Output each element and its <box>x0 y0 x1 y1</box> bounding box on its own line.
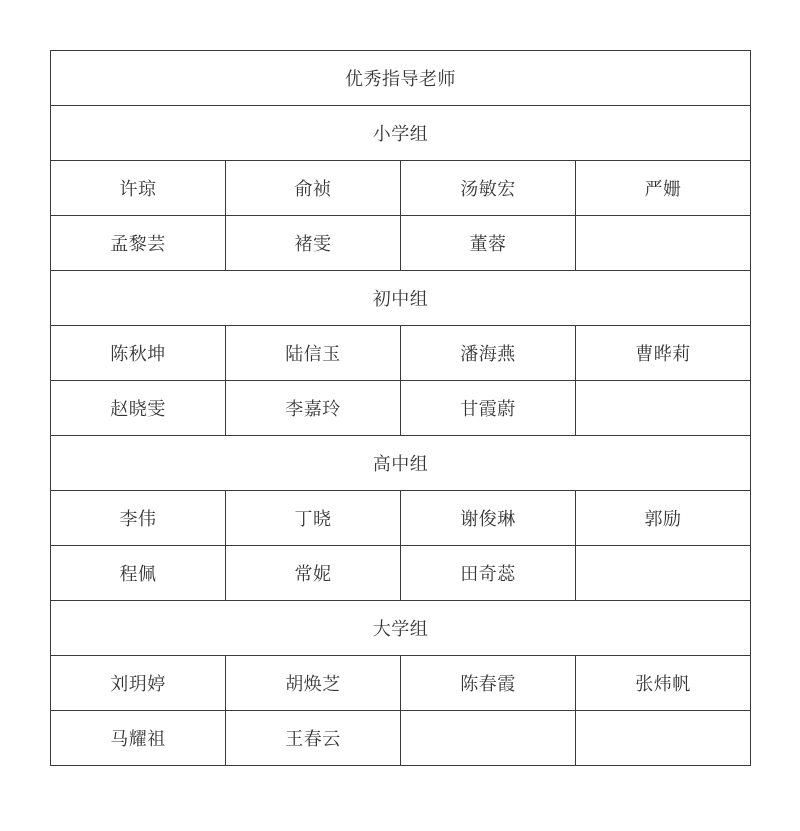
teacher-name-cell: 褚雯 <box>226 216 401 271</box>
teacher-name-cell: 董蓉 <box>401 216 576 271</box>
teacher-name-cell: 田奇蕊 <box>401 546 576 601</box>
group-header-junior: 初中组 <box>51 271 751 326</box>
teacher-name-cell: 王春云 <box>226 711 401 766</box>
teacher-name-cell: 俞祯 <box>226 161 401 216</box>
table-title: 优秀指导老师 <box>51 51 751 106</box>
empty-cell <box>576 546 751 601</box>
teacher-name-cell: 李嘉玲 <box>226 381 401 436</box>
award-sheet <box>50 50 751 766</box>
group-header-row <box>51 271 751 326</box>
teacher-name-cell: 胡焕芝 <box>226 656 401 711</box>
teacher-name-cell: 汤敏宏 <box>401 161 576 216</box>
teacher-name-cell: 李伟 <box>51 491 226 546</box>
table-row <box>51 326 751 381</box>
teacher-name-cell: 孟黎芸 <box>51 216 226 271</box>
group-header-row <box>51 436 751 491</box>
teacher-name-cell: 谢俊琳 <box>401 491 576 546</box>
teacher-name-cell: 张炜帆 <box>576 656 751 711</box>
group-header-university: 大学组 <box>51 601 751 656</box>
group-header-row <box>51 601 751 656</box>
teacher-name-cell: 潘海燕 <box>401 326 576 381</box>
teacher-name-cell: 赵晓雯 <box>51 381 226 436</box>
teacher-name-cell: 常妮 <box>226 546 401 601</box>
teacher-name-cell: 丁晓 <box>226 491 401 546</box>
group-header-row <box>51 106 751 161</box>
empty-cell <box>576 381 751 436</box>
empty-cell <box>576 711 751 766</box>
table-row <box>51 491 751 546</box>
table-row <box>51 161 751 216</box>
table-row <box>51 381 751 436</box>
table-row <box>51 546 751 601</box>
teacher-table <box>50 50 751 766</box>
group-header-senior: 高中组 <box>51 436 751 491</box>
teacher-name-cell: 马耀祖 <box>51 711 226 766</box>
table-row <box>51 216 751 271</box>
empty-cell <box>576 216 751 271</box>
teacher-name-cell: 程佩 <box>51 546 226 601</box>
teacher-name-cell: 郭励 <box>576 491 751 546</box>
table-row <box>51 656 751 711</box>
teacher-name-cell: 曹晔莉 <box>576 326 751 381</box>
group-header-primary: 小学组 <box>51 106 751 161</box>
table-row <box>51 711 751 766</box>
teacher-name-cell: 陆信玉 <box>226 326 401 381</box>
teacher-name-cell: 刘玥婷 <box>51 656 226 711</box>
teacher-name-cell: 严姗 <box>576 161 751 216</box>
teacher-name-cell: 陈春霞 <box>401 656 576 711</box>
empty-cell <box>401 711 576 766</box>
teacher-name-cell: 甘霞蔚 <box>401 381 576 436</box>
teacher-name-cell: 许琼 <box>51 161 226 216</box>
title-row <box>51 51 751 106</box>
teacher-name-cell: 陈秋坤 <box>51 326 226 381</box>
